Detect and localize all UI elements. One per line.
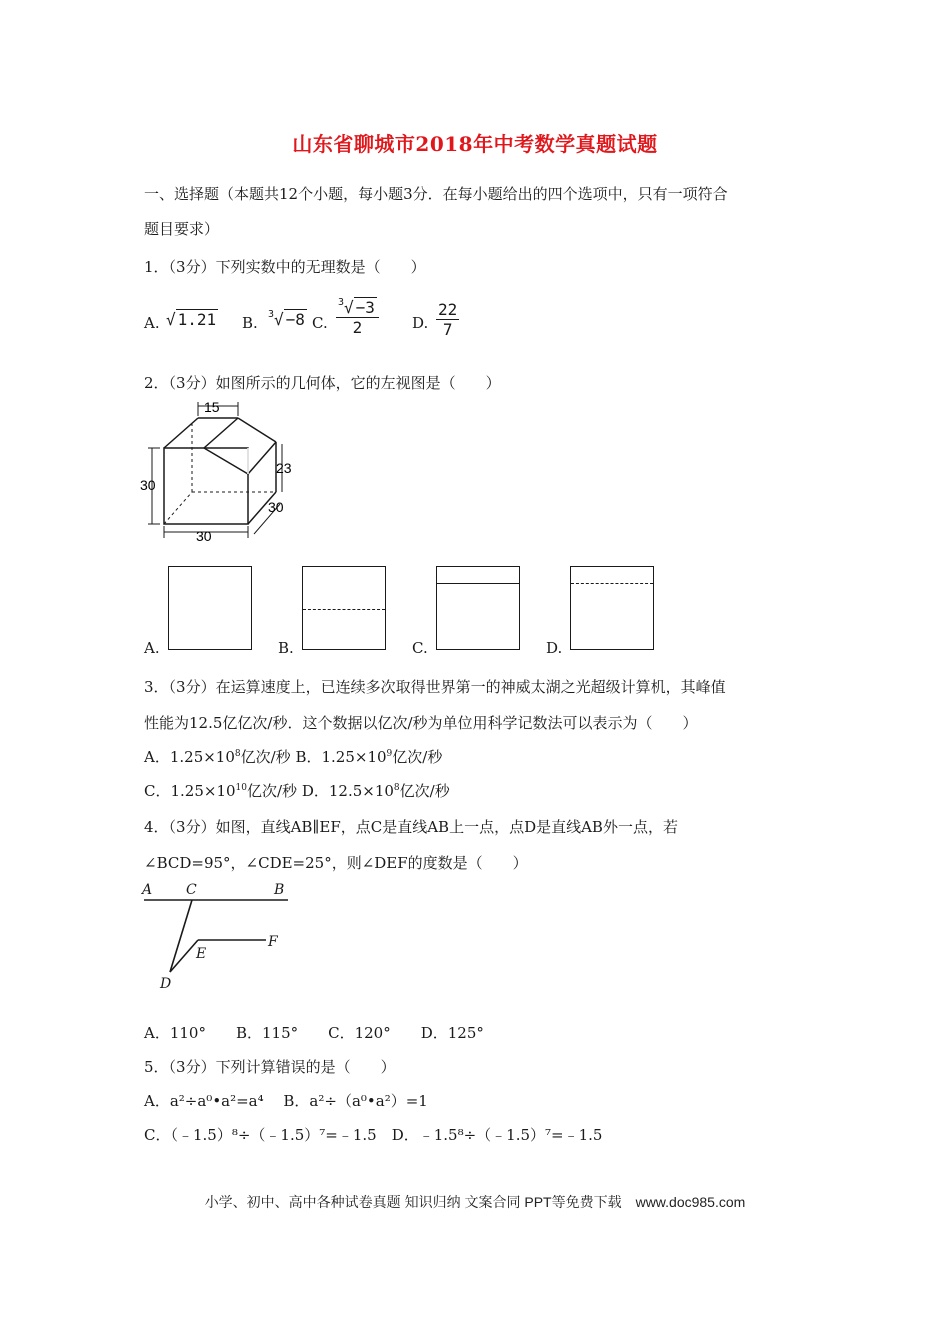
q3-option-a: A．1.25×10 bbox=[144, 748, 235, 766]
q4-point-e: E bbox=[196, 946, 207, 962]
q3-option-b-exp: 9 bbox=[386, 749, 393, 759]
q1-option-b-value: $^3$√ −8 bbox=[268, 309, 305, 329]
q3-option-a-unit: 亿次/秒 bbox=[240, 748, 291, 766]
q4-point-b: B bbox=[274, 882, 285, 898]
q3-option-d-exp: 8 bbox=[393, 783, 400, 793]
q3-option-c-exp: 10 bbox=[235, 783, 247, 793]
q3-option-d-unit: 亿次/秒 bbox=[399, 782, 450, 800]
q4-stem-line1: 4．（3分）如图，直线AB∥EF，点C是直线AB上一点，点D是直线AB外一点，若 bbox=[144, 818, 678, 836]
q3-options-row2 bbox=[144, 780, 450, 801]
q3-option-c-unit: 亿次/秒 bbox=[246, 782, 298, 800]
q4-figure bbox=[140, 880, 300, 992]
q2-dim-right: 23 bbox=[276, 460, 292, 476]
q2-option-b-label: B. bbox=[278, 639, 294, 657]
q4-stem-line2: ∠BCD=95°，∠CDE=25°，则∠DEF的度数是（ ） bbox=[144, 854, 528, 872]
q1-option-b-label: B. bbox=[242, 314, 258, 332]
q1-option-c-value: $\frac{^3√ -3}{2}$ bbox=[336, 298, 379, 337]
q2-dim-bottom: 30 bbox=[196, 528, 212, 543]
q1-c-radicand: −3 bbox=[355, 298, 375, 317]
q2-option-c-view bbox=[436, 566, 520, 650]
q2-stem: 2．（3分）如图所示的几何体，它的左视图是（ ） bbox=[144, 374, 501, 392]
q5-options-row2: C．（﹣1.5）⁸÷（﹣1.5）⁷=﹣1.5 D．﹣1.5⁸÷（﹣1.5）⁷=﹣1.5 bbox=[144, 1126, 603, 1144]
q2-dim-left: 30 bbox=[140, 477, 156, 493]
q1-option-a-value: √ 1.21 bbox=[166, 310, 217, 329]
q4-options: A．110° B．115° C．120° D．125° bbox=[144, 1024, 484, 1042]
q2-dim-depth: 30 bbox=[268, 499, 284, 515]
q3-option-b: B．1.25×10 bbox=[295, 748, 387, 766]
q1-b-index: 3 bbox=[268, 309, 275, 320]
q1-option-d-label: D. bbox=[412, 314, 429, 332]
q2-option-d-view bbox=[570, 566, 654, 650]
q2-option-a-view bbox=[168, 566, 252, 650]
q4-point-d: D bbox=[160, 976, 172, 992]
q3-option-b-unit: 亿次/秒 bbox=[392, 748, 443, 766]
q3-option-c: C．1.25×10 bbox=[144, 782, 236, 800]
q1-a-radicand: 1.21 bbox=[177, 310, 217, 329]
q2-dim-top: 15 bbox=[204, 399, 220, 415]
q2-option-d-label: D. bbox=[546, 639, 563, 657]
q3-option-a-exp: 8 bbox=[234, 749, 241, 759]
q1-d-denominator: 7 bbox=[442, 320, 453, 339]
section-instructions-line2: 题目要求） bbox=[144, 220, 220, 238]
footer-note: 小学、初中、高中各种试卷真题 知识归纳 文案合同 PPT等免费下载 www.doc985.com bbox=[204, 1194, 746, 1210]
page-title: 山东省聊城市2018年中考数学真题试题 bbox=[292, 132, 658, 156]
q2-solid-figure bbox=[140, 398, 300, 543]
q2-option-c-label: C. bbox=[412, 639, 428, 657]
q5-stem: 5．（3分）下列计算错误的是（ ） bbox=[144, 1058, 396, 1076]
q1-c-denominator: 2 bbox=[352, 318, 363, 337]
q5-options-row1: A．a²÷a⁰•a²=a⁴ B．a²÷（a⁰•a²）=1 bbox=[144, 1092, 428, 1110]
q1-stem: 1．（3分）下列实数中的无理数是（ ） bbox=[144, 258, 426, 276]
q3-option-d: D．12.5×10 bbox=[301, 782, 394, 800]
q3-stem-line2: 性能为12.5亿亿次/秒．这个数据以亿次/秒为单位用科学记数法可以表示为（ ） bbox=[144, 714, 698, 732]
section-instructions-line1: 一、选择题（本题共12个小题，每小题3分．在每小题给出的四个选项中，只有一项符合 bbox=[144, 185, 728, 203]
q1-b-radicand: −8 bbox=[285, 310, 305, 329]
q4-point-a: A bbox=[142, 882, 153, 898]
q1-option-a-label: A. bbox=[144, 314, 160, 332]
q2-option-b-view bbox=[302, 566, 386, 650]
q4-point-c: C bbox=[186, 882, 197, 898]
q4-point-f: F bbox=[268, 934, 278, 950]
q1-option-d-value bbox=[436, 300, 459, 339]
q1-d-numerator: 22 bbox=[438, 300, 458, 319]
q2-option-a-label: A. bbox=[144, 639, 160, 657]
q3-options-row1 bbox=[144, 746, 442, 767]
q1-c-index: 3 bbox=[338, 297, 345, 308]
q1-option-c-label: C. bbox=[312, 314, 328, 332]
q3-stem-line1: 3．（3分）在运算速度上，已连续多次取得世界第一的神威太湖之光超级计算机，其峰值 bbox=[144, 678, 726, 696]
